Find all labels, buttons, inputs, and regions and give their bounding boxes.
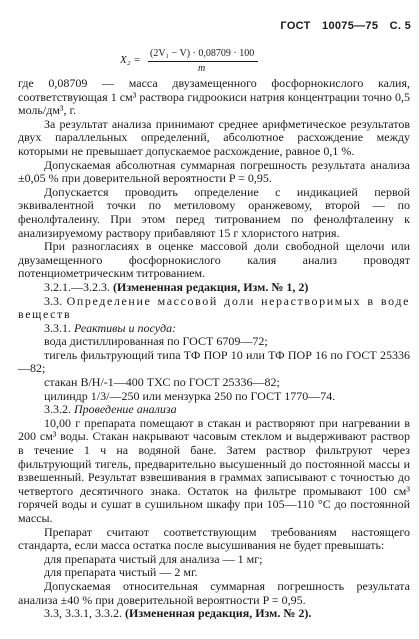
paragraph: Допускаемая относительная суммарная погрешность результата анализа ±40 % при доверительной вероятности P = 0,95. <box>18 578 410 607</box>
formula-lhs: X₂ = <box>120 54 141 66</box>
paragraph-lead: 3.3.2. <box>44 402 74 417</box>
paragraph <box>18 607 410 621</box>
header-page-number: С. 5 <box>389 20 411 32</box>
paragraph: Препарат считают соответствующим требованиям настоящего стандарта, если масса остатка после высушивания не будет превышать: <box>18 524 410 553</box>
formula-numerator: (2V₁ − V) · 0,08709 · 100 <box>150 48 255 59</box>
paragraph: цилиндр 1/3/—250 или мензурка 250 по ГОСТ 1770—74. <box>44 388 336 403</box>
paragraph: тигель фильтрующий типа ТФ ПОР 10 или ТФ ПОР 16 по ГОСТ 25336—82; <box>18 347 410 376</box>
paragraph-emphasis: (Измененная редакция, Изм. № 1, 2) <box>113 279 309 294</box>
paragraph <box>18 295 410 322</box>
paragraph: стакан В/Н/-1—400 ТХС по ГОСТ 25336—82; <box>44 375 280 390</box>
paragraph: Допускается проводить определение с индикацией первой эквивалентной точки по метиловому оранжевому, второй — по фенолфталеину. При этом перед титрованием по фенолфталеину к анализируемому раствору прибавляют 15 г хлористого натрия. <box>18 184 410 240</box>
paragraph-lead: 3.2.1.—3.2.3. <box>44 279 113 294</box>
paragraph: для препарата чистый — 2 мг. <box>44 565 198 580</box>
paragraph: где 0,08709 — масса двузамещенного фосфорнокислого калия, соответствующая 1 см³ раствора гидроокиси натрия концентрации точно 0,5 моль/дм³, г. <box>18 76 410 118</box>
paragraph-lead: 3.3.1. <box>44 320 74 335</box>
formula <box>120 48 330 76</box>
page-header <box>272 20 411 32</box>
paragraph-emphasis: Реактивы и посуда: <box>74 320 177 335</box>
paragraph: 10,00 г препарата помещают в стакан и растворяют при нагревании в 200 см³ воды. Стакан накрывают часовым стеклом и выдерживают раствор в течение 1 ч на водяной бане. Затем раствор фильтруют через фильтрующий тигель, предварительно высушенный до постоянной массы и взвешенный. Результат взвешивания в граммах записывают с точностью до четвертого десятичного знака. Остаток на фильтре промывают 100 см³ горячей воды и сушат в сушильном шкафу при 105—110 °С до постоянной массы. <box>18 415 410 525</box>
header-standard-number: 10075—75 <box>322 20 379 32</box>
formula-denominator: m <box>198 63 206 74</box>
paragraph-lead: 3.3, 3.3.1, 3.3.2. <box>44 606 125 621</box>
paragraph: вода дистиллированная по ГОСТ 6709—72; <box>44 334 268 349</box>
paragraph-lead: 3.3. <box>44 293 67 308</box>
paragraph <box>18 403 410 417</box>
paragraph: За результат анализа принимают среднее арифметическое результатов двух параллельных определений, абсолютное расхождение между которыми не превышает допускаемое расхождение, равное 0,1 %. <box>18 116 410 158</box>
paragraph: Допускаемая абсолютная суммарная погрешность результата анализа ±0,05 % при доверительной вероятности P = 0,95. <box>18 157 410 186</box>
paragraph <box>18 281 410 295</box>
header-gost: ГОСТ <box>280 20 311 32</box>
formula-fraction-bar <box>148 61 258 62</box>
paragraph-emphasis: Определение массовой доли нерастворимых в воде веществ <box>18 293 410 322</box>
paragraph-emphasis: (Измененная редакция, Изм. № 2). <box>125 606 312 621</box>
paragraph: При разногласиях в оценке массовой доли свободной щелочи или двузамещенного фосфорнокислого калия анализ проводят потенциометрическим титрованием. <box>18 239 410 281</box>
paragraph <box>18 322 410 336</box>
paragraph: для препарата чистый для анализа — 1 мг; <box>44 551 263 566</box>
document-body <box>18 77 410 621</box>
paragraph-emphasis: Проведение анализа <box>74 402 177 417</box>
